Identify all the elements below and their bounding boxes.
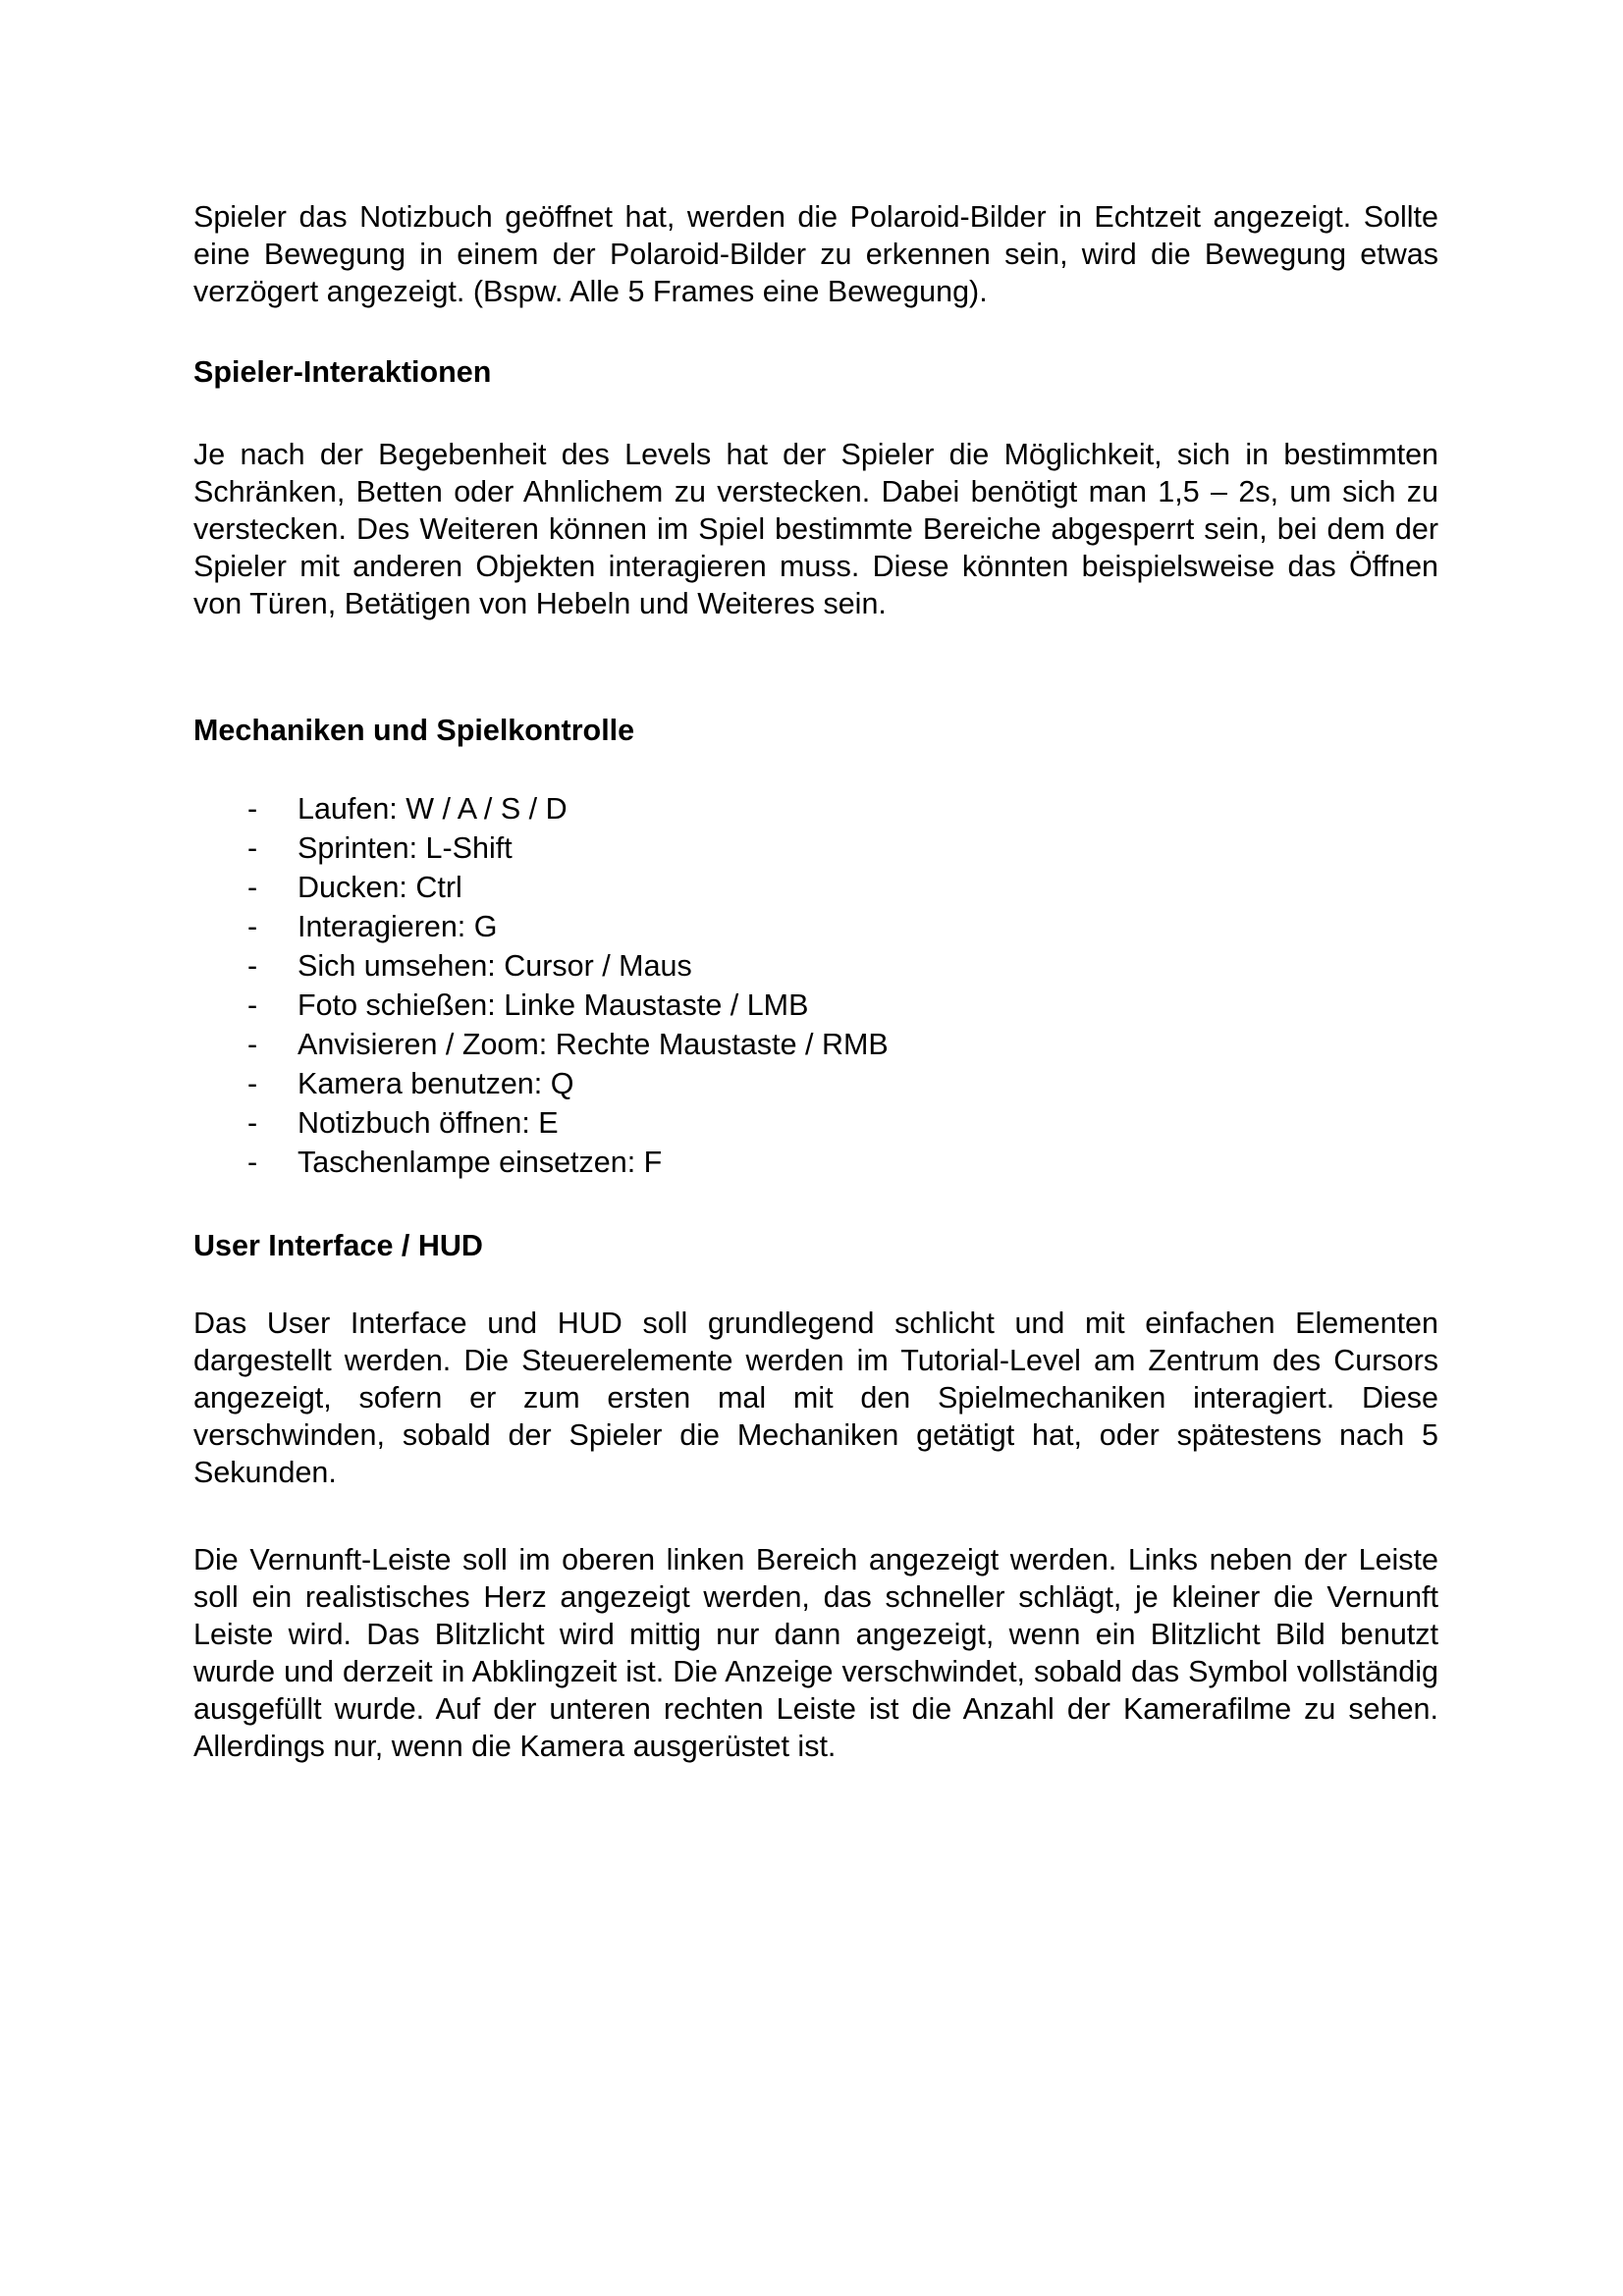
list-item-ducken — [193, 868, 1438, 907]
list-item-interagieren — [193, 907, 1438, 946]
list-item-label: Taschenlampe einsetzen: F — [298, 1146, 663, 1179]
bullet-dash: - — [247, 988, 258, 1022]
bullet-dash: - — [247, 1106, 258, 1140]
list-item-label: Interagieren: G — [298, 910, 498, 943]
controls-list — [193, 789, 1438, 1182]
ui-paragraph-1: Das User Interface und HUD soll grundlegend schlicht und mit einfachen Elementen dargestellt werden. Die Steuerelemente werden im Tutorial-Level am Zentrum des Cursors angezeigt, sofern er zum ersten mal mit den Spielmechaniken interagiert. Diese verschwinden, sobald der Spieler die Mechaniken getätigt hat, oder spätestens nach 5 Sekunden. — [193, 1307, 1438, 1489]
document-content — [193, 198, 1438, 1765]
list-item-sich-umsehen — [193, 946, 1438, 986]
list-item-label: Sich umsehen: Cursor / Maus — [298, 949, 692, 983]
list-item-anvisieren-zoom — [193, 1025, 1438, 1064]
list-item-laufen — [193, 789, 1438, 828]
bullet-dash: - — [247, 1067, 258, 1100]
heading-mechaniken-und-spielkontrolle: Mechaniken und Spielkontrolle — [193, 714, 635, 747]
heading-user-interface-hud: User Interface / HUD — [193, 1229, 483, 1262]
list-item-kamera-benutzen — [193, 1064, 1438, 1103]
interactions-paragraph: Je nach der Begebenheit des Levels hat der Spieler die Möglichkeit, sich in bestimmten Schränken, Betten oder Ahnlichem zu verstecken. Dabei benötigt man 1,5 – 2s, um sich zu verstecken. Des Weiteren können im Spiel bestimmte Bereiche abgesperrt sein, bei dem der Spieler mit anderen Objekten interagieren muss. Diese könnten beispielsweise das Öffnen von Türen, Betätigen von Hebeln und Weiteres sein. — [193, 438, 1438, 620]
heading-spieler-interaktionen: Spieler-Interaktionen — [193, 355, 492, 389]
bullet-dash: - — [247, 831, 258, 865]
list-item-sprinten — [193, 828, 1438, 868]
bullet-dash: - — [247, 871, 258, 904]
ui-paragraph-2: Die Vernunft-Leiste soll im oberen linken Bereich angezeigt werden. Links neben der Leiste soll ein realistisches Herz angezeigt werden, das schneller schlägt, je kleiner die Vernunft Leiste wird. Das Blitzlicht wird mittig nur dann angezeigt, wenn ein Blitzlicht Bild benutzt wurde und derzeit in Abklingzeit ist. Die Anzeige verschwindet, sobald das Symbol vollständig ausgefüllt wurde. Auf der unteren rechten Leiste ist die Anzahl der Kamerafilme zu sehen. Allerdings nur, wenn die Kamera ausgerüstet ist. — [193, 1543, 1438, 1763]
list-item-notizbuch-oeffnen — [193, 1103, 1438, 1143]
list-item-label: Laufen: W / A / S / D — [298, 792, 568, 826]
list-item-label: Sprinten: L-Shift — [298, 831, 513, 865]
bullet-dash: - — [247, 792, 258, 826]
list-item-taschenlampe — [193, 1143, 1438, 1182]
list-item-label: Foto schießen: Linke Maustaste / LMB — [298, 988, 809, 1022]
list-item-foto-schiessen — [193, 986, 1438, 1025]
list-item-label: Kamera benutzen: Q — [298, 1067, 574, 1100]
list-item-label: Anvisieren / Zoom: Rechte Maustaste / RMB — [298, 1028, 889, 1061]
bullet-dash: - — [247, 949, 258, 983]
list-item-label: Notizbuch öffnen: E — [298, 1106, 559, 1140]
list-item-label: Ducken: Ctrl — [298, 871, 462, 904]
bullet-dash: - — [247, 910, 258, 943]
bullet-dash: - — [247, 1146, 258, 1179]
bullet-dash: - — [247, 1028, 258, 1061]
intro-paragraph: Spieler das Notizbuch geöffnet hat, werden die Polaroid-Bilder in Echtzeit angezeigt. Sollte eine Bewegung in einem der Polaroid-Bilder zu erkennen sein, wird die Bewegung etwas verzögert angezeigt. (Bspw. Alle 5 Frames eine Bewegung). — [193, 200, 1438, 308]
